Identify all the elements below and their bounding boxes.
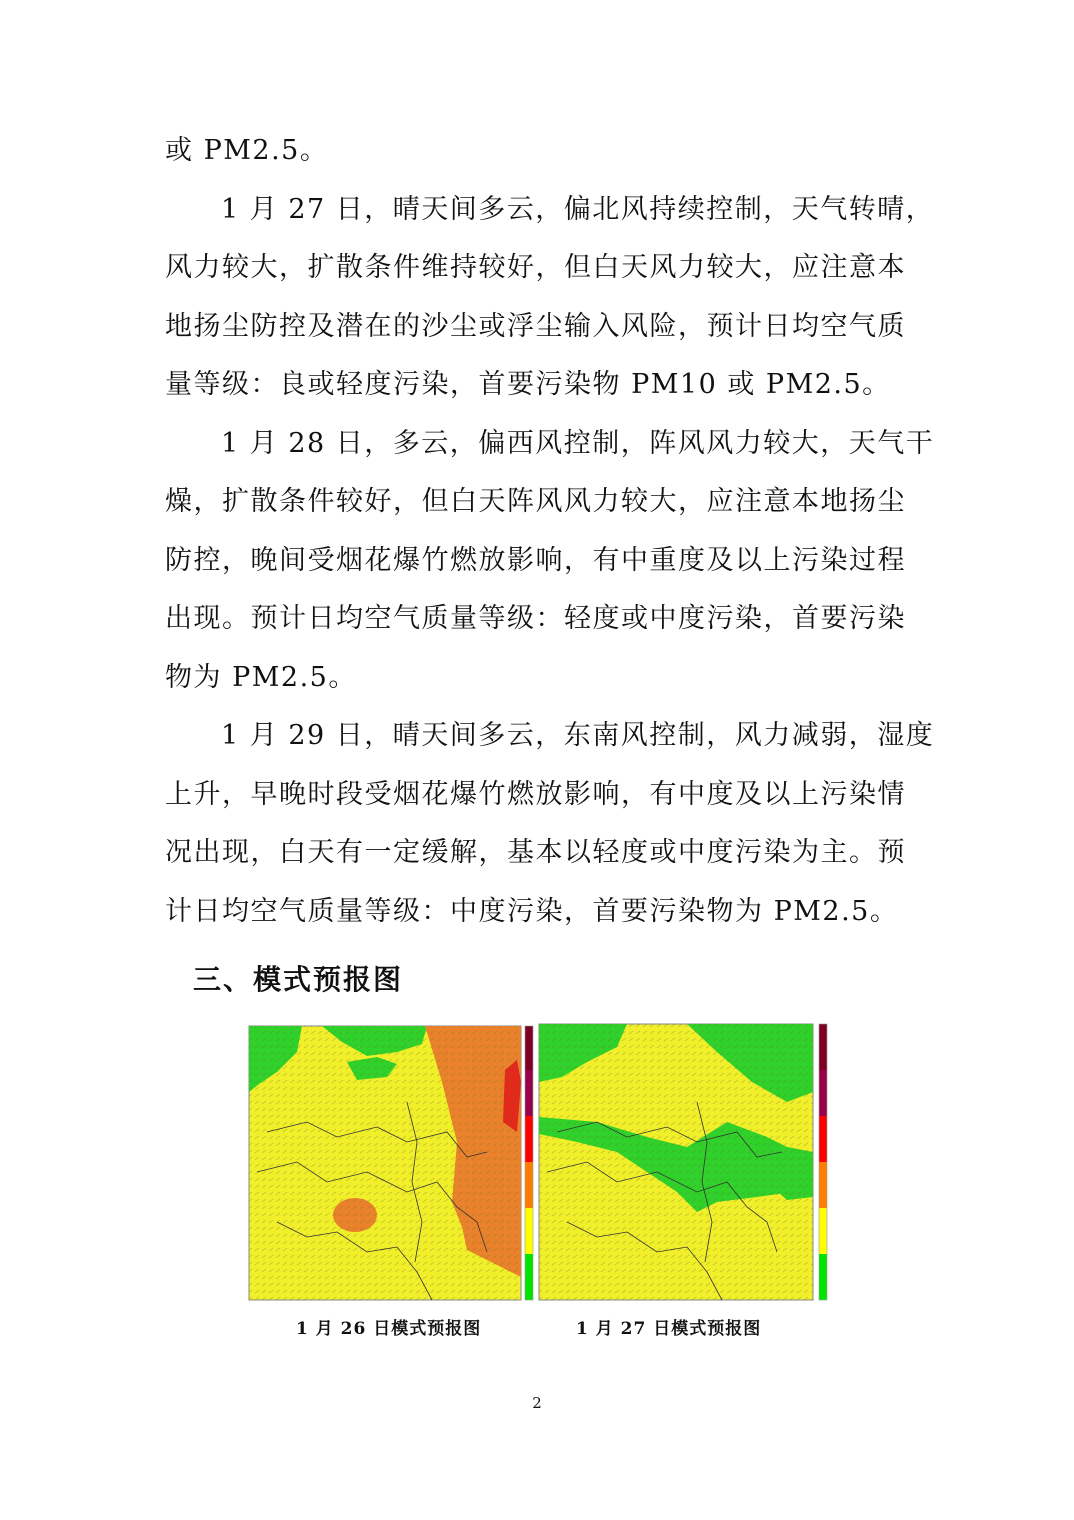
text-line: 况出现，白天有一定缓解，基本以轻度或中度污染为主。预 <box>165 837 906 868</box>
text-line: 燥，扩散条件较好，但白天阵风风力较大，应注意本地扬尘 <box>165 486 906 517</box>
text-line: 物为 PM2.5。 <box>165 661 357 693</box>
forecast-map-jan27-image <box>537 1022 830 1302</box>
text-line: 1 月 27 日，晴天间多云，偏北风持续控制，天气转晴， <box>221 193 935 225</box>
text-line: 计日均空气质量等级：中度污染，首要污染物为 PM2.5。 <box>165 895 899 927</box>
forecast-map-jan26 <box>247 1022 537 1302</box>
figure-caption-jan26: 1 月 26 日模式预报图 <box>296 1319 482 1339</box>
text-line: 地扬尘防控及潜在的沙尘或浮尘输入风险，预计日均空气质 <box>165 310 906 342</box>
text-line: 1 月 28 日，多云，偏西风控制，阵风风力较大，天气干 <box>221 427 935 459</box>
text-line: 或 PM2.5。 <box>165 135 329 166</box>
text-line: 出现。预计日均空气质量等级：轻度或中度污染，首要污染 <box>165 603 906 634</box>
text-line: 防控，晚间受烟花爆竹燃放影响，有中重度及以上污染过程 <box>165 544 906 576</box>
forecast-map-jan26-image <box>247 1022 537 1302</box>
page-number: 2 <box>532 1394 542 1412</box>
text-line: 量等级：良或轻度污染，首要污染物 PM10 或 PM2.5。 <box>165 369 891 400</box>
section-heading: 三、模式预报图 <box>193 963 404 996</box>
forecast-map-jan27 <box>537 1022 830 1302</box>
text-line: 上升，早晚时段受烟花爆竹燃放影响，有中度及以上污染情 <box>165 778 906 810</box>
text-line: 风力较大，扩散条件维持较好，但白天风力较大，应注意本 <box>165 252 906 283</box>
body-text <box>165 122 935 941</box>
text-line: 1 月 29 日，晴天间多云，东南风控制，风力减弱，湿度 <box>221 720 935 751</box>
figure-caption-jan27: 1 月 27 日模式预报图 <box>576 1319 762 1339</box>
